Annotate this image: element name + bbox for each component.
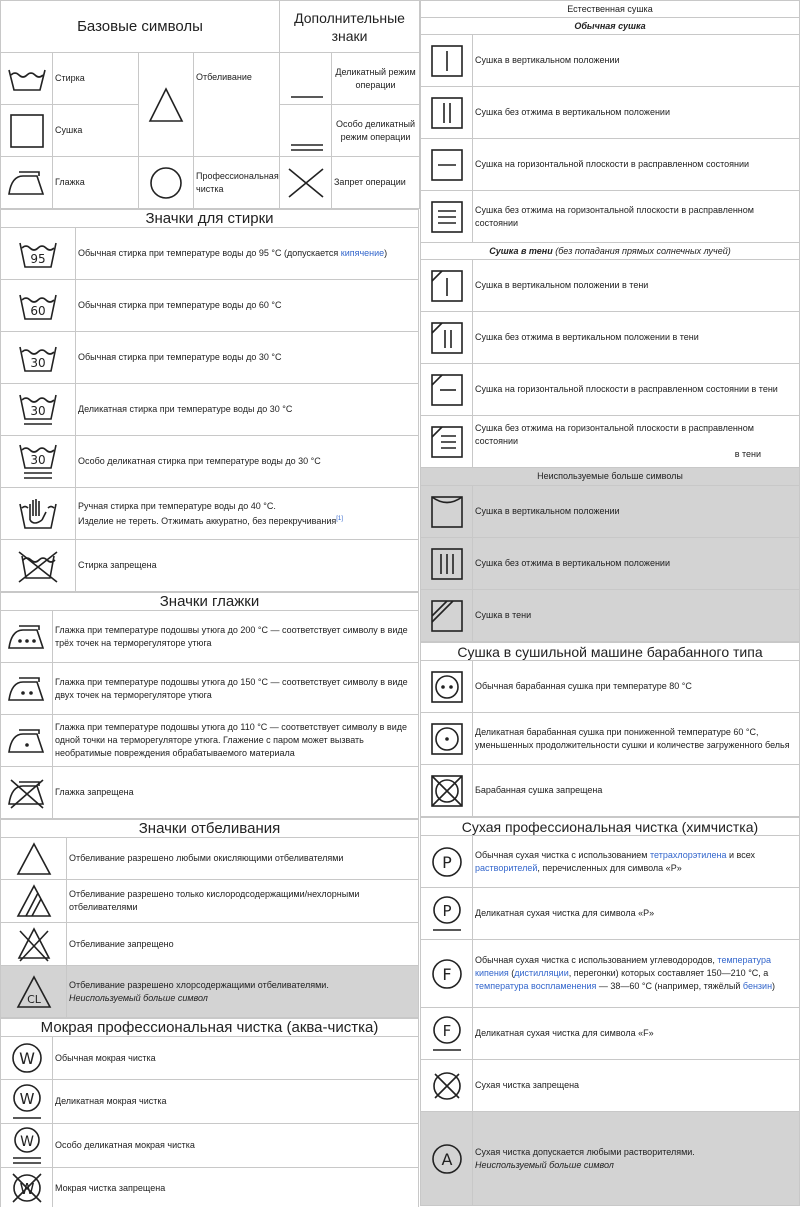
dry-vertical-shade-icon [421,260,473,312]
basic-iron-icon [1,157,53,209]
forbidden-label: Запрет операции [332,157,420,209]
iron-200-text: Глажка при температуре подошвы утюга до 200 °C — соответствует символу в виде трёх точек на терморегуляторе утюга [53,611,419,663]
dry-flat-icon [421,139,473,191]
basic-bleach-label: Отбеливание [194,53,280,157]
wet-clean-very-delicate-icon [1,1124,53,1168]
washing-title: Значки для стирки [1,210,419,228]
gasoline-link[interactable]: бензин [742,981,773,991]
wet-clean-title: Мокрая профессиональная чистка (аква-чистка) [1,1019,419,1037]
no-wash-text: Стирка запрещена [76,540,419,592]
dry-vertical-text: Сушка в вертикальном положении [473,35,800,87]
no-iron-icon [1,767,53,819]
no-iron-text: Глажка запрещена [53,767,419,819]
forbidden-icon [280,157,332,209]
drip-dry-flat-text: Сушка без отжима на горизонтальной плоскости в расправленном состоянии [473,191,800,243]
no-bleach-text: Отбеливание запрещено [67,923,419,966]
bleaching-title: Значки отбеливания [1,820,419,838]
dry-flat-shade-text: Сушка на горизонтальной плоскости в расправленном состоянии в тени [473,364,800,416]
wash-30-very-delicate-text: Особо деликатная стирка при температуре воды до 30 °C [76,436,419,488]
boiling-point-link[interactable]: температура кипения [475,955,771,978]
old-dry-shade-text: Сушка в тени [473,590,800,642]
no-dry-clean-text: Сухая чистка запрещена [473,1060,800,1112]
dry-clean-a-icon [421,1112,473,1206]
wet-clean-table [0,1018,419,1207]
washing-table [0,209,419,592]
drip-dry-text: Сушка без отжима в вертикальном положении [473,87,800,139]
tumble-dry-normal-text: Обычная барабанная сушка при температуре 80 °C [473,661,800,713]
dry-clean-a-text: Сухая чистка допускается любыми растворителями. Неиспользуемый больше символ [473,1112,800,1206]
distillation-link[interactable]: дистилляции [514,968,569,978]
dry-clean-f-delicate-icon [421,1008,473,1060]
svg-text:W: W [18,1049,35,1068]
dry-clean-table [420,817,800,1206]
dry-flat-text: Сушка на горизонтальной плоскости в расправленном состоянии [473,139,800,191]
svg-text:CL: CL [26,992,41,1006]
very-delicate-mode-label: Особо деликатный режим операции [332,105,420,157]
iron-110-text: Глажка при температуре подошвы утюга до 110 °C — соответствует символу в виде одной точки на терморегуляторе утюга. Глажение с паром может вызвать необратимые повреждения обрабатываемого материала [53,715,419,767]
tumble-dry-low-text: Деликатная барабанная сушка при пониженной температуре 60 °C, уменьшенных продолжительности сушки и количестве загруженного белья [473,713,800,765]
no-wet-clean-text: Мокрая чистка запрещена [53,1168,419,1207]
delicate-mode-label: Деликатный режим операции [332,53,420,105]
very-delicate-mode-icon [280,105,332,157]
no-tumble-dry-icon [421,765,473,817]
basic-wash-icon [1,53,53,105]
natural-drying-title: Естественная сушка [421,1,800,18]
drip-dry-flat-shade-icon [421,416,473,468]
old-dry-shade-icon [421,590,473,642]
wash-30-icon [1,332,76,384]
extra-signs-header: Дополнительные знаки [280,1,420,53]
tumble-dry-title: Сушка в сушильной машине барабанного типа [421,643,800,661]
dry-clean-f-icon [421,940,473,1008]
basic-symbols-header: Базовые символы [1,1,280,53]
svg-text:W: W [19,1180,34,1198]
svg-text:W: W [19,1133,34,1150]
svg-text:P: P [441,852,452,872]
solvents-link[interactable]: растворителей [475,862,538,873]
obsolete-symbols-subtitle: Неиспользуемые больше символы [421,468,800,486]
no-bleach-icon [1,923,67,966]
basic-symbols-table [0,0,420,209]
bleach-any-text: Отбеливание разрешено любыми окисляющими отбеливателями [67,838,419,880]
dry-vertical-shade-text: Сушка в вертикальном положении в тени [473,260,800,312]
svg-text:30: 30 [30,452,46,467]
old-line-dry-text: Сушка в вертикальном положении [473,486,800,538]
drip-dry-shade-text: Сушка без отжима в вертикальном положении в тени [473,312,800,364]
hand-wash-text: Ручная стирка при температуре воды до 40 °C. Изделие не тереть. Отжимать аккуратно, без перекручивания[1] [76,488,419,540]
wash-30-delicate-icon [1,384,76,436]
bleach-chlorine-icon [1,966,67,1018]
shade-drying-subtitle: Сушка в тени (без попадания прямых солнечных лучей) [421,243,800,260]
basic-dry-icon [1,105,53,157]
dry-clean-p-delicate-text: Деликатная сухая чистка для символа «P» [473,888,800,940]
wash-30-delicate-text: Деликатная стирка при температуре воды до 30 °C [76,384,419,436]
normal-drying-subtitle: Обычная сушка [421,18,800,35]
basic-bleach-icon [139,53,194,157]
footnote-1-link[interactable]: [1] [336,515,343,522]
flash-point-link[interactable]: температура воспламенения [475,981,597,991]
dry-clean-p-text: Обычная сухая чистка с использованием тетрахлорэтилена и всех растворителей, перечисленных для символа «P» [473,836,800,888]
drip-dry-flat-icon [421,191,473,243]
iron-3-dots-icon [1,611,53,663]
wet-clean-icon [1,1037,53,1080]
iron-1-dot-icon [1,715,53,767]
bleach-oxygen-icon [1,880,67,923]
hand-wash-icon [1,488,76,540]
svg-text:P: P [441,901,452,920]
basic-prof-clean-icon [139,157,194,209]
no-dry-clean-icon [421,1060,473,1112]
dry-clean-f-text: Обычная сухая чистка с использованием углеводородов, температура кипения (дистилляции, перегонки) которых составляет 150—210 °C, а температура воспламенения — 38—60 °C (например, тяжёлый бензин) [473,940,800,1008]
dry-vertical-icon [421,35,473,87]
wash-95-text: Обычная стирка при температуре воды до 95 °C (допускается кипячение) [76,228,419,280]
old-drip-dry-text: Сушка без отжима в вертикальном положении [473,538,800,590]
natural-drying-table [420,0,800,642]
svg-text:A: A [441,1149,452,1169]
svg-text:W: W [19,1089,34,1108]
ironing-table [0,592,419,819]
delicate-mode-icon [280,53,332,105]
drip-dry-shade-icon [421,312,473,364]
bleach-chlorine-text: Отбеливание разрешено хлорсодержащими отбеливателями. Неиспользуемый больше символ [67,966,419,1018]
basic-prof-clean-label: Профессиональная чистка [194,157,280,209]
dry-clean-p-icon [421,836,473,888]
dry-flat-shade-icon [421,364,473,416]
bleach-oxygen-text: Отбеливание разрешено только кислородсодержащими/нехлорными отбеливателями [67,880,419,923]
svg-text:30: 30 [30,355,46,370]
wash-60-text: Обычная стирка при температуре воды до 60 °C [76,280,419,332]
dry-clean-f-delicate-text: Деликатная сухая чистка для символа «F» [473,1008,800,1060]
wet-clean-text: Обычная мокрая чистка [53,1037,419,1080]
tetrachloroethylene-link[interactable]: тетрахлорэтилена [649,849,727,860]
tumble-dry-table [420,642,800,817]
wet-clean-delicate-icon [1,1080,53,1124]
wet-clean-delicate-text: Деликатная мокрая чистка [53,1080,419,1124]
old-line-dry-icon [421,486,473,538]
ironing-title: Значки глажки [1,593,419,611]
wash-95-icon [1,228,76,280]
svg-text:F: F [441,964,452,984]
svg-text:60: 60 [30,303,46,318]
tumble-dry-normal-icon [421,661,473,713]
svg-text:30: 30 [30,403,46,418]
boiling-link[interactable]: кипячение [340,248,385,258]
iron-150-text: Глажка при температуре подошвы утюга до 150 °C — соответствует символу в виде двух точек на терморегуляторе утюга [53,663,419,715]
dry-clean-title: Сухая профессиональная чистка (химчистка) [421,818,800,836]
svg-text:F: F [442,1021,451,1040]
svg-text:95: 95 [30,251,46,266]
wash-30-text: Обычная стирка при температуре воды до 30 °C [76,332,419,384]
drip-dry-flat-shade-text: Сушка без отжима на горизонтальной плоскости в расправленном состоянии в тени [473,416,800,468]
wash-60-icon [1,280,76,332]
wet-clean-very-delicate-text: Особо деликатная мокрая чистка [53,1124,419,1168]
dry-clean-p-delicate-icon [421,888,473,940]
old-drip-dry-icon [421,538,473,590]
no-wet-clean-icon [1,1168,53,1207]
basic-dry-label: Сушка [53,105,139,157]
wash-30-very-delicate-icon [1,436,76,488]
bleach-any-icon [1,838,67,880]
basic-wash-label: Стирка [53,53,139,105]
drip-dry-icon [421,87,473,139]
iron-2-dots-icon [1,663,53,715]
tumble-dry-low-icon [421,713,473,765]
no-wash-icon [1,540,76,592]
no-tumble-dry-text: Барабанная сушка запрещена [473,765,800,817]
right-column [420,0,800,1206]
basic-iron-label: Глажка [53,157,139,209]
bleaching-table [0,819,419,1018]
